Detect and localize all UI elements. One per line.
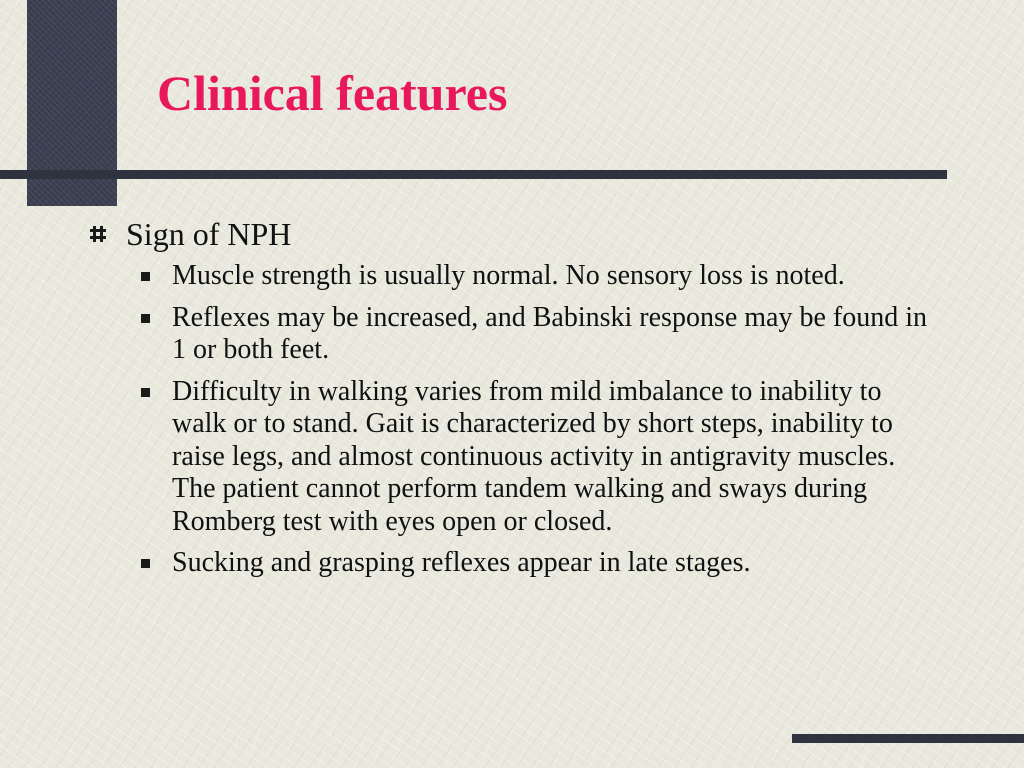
title-divider-bar <box>0 170 947 179</box>
list-item-text: Muscle strength is usually normal. No sensory loss is noted. <box>172 260 845 291</box>
footer-accent-bar <box>792 734 1024 743</box>
square-bullet-icon <box>141 314 150 323</box>
square-bullet-icon <box>141 388 150 397</box>
list-item-text: Reflexes may be increased, and Babinski response may be found in 1 or both feet. <box>172 301 928 365</box>
list-item-text: Sucking and grasping reflexes appear in late stages. <box>172 547 751 578</box>
slide-body <box>88 214 948 589</box>
list-item <box>172 547 948 580</box>
main-bullet-label: Sign of NPH <box>126 216 292 252</box>
sub-bullet-list <box>88 260 948 580</box>
list-item <box>172 260 948 293</box>
list-item <box>172 302 948 367</box>
main-bullet-item <box>88 214 948 254</box>
list-item <box>172 376 948 539</box>
list-item-text: Difficulty in walking varies from mild imbalance to inability to walk or to stand. Gait is characterized by short steps, inability to raise legs, and almost continuous activity in antigravity muscles. The patient cannot perform tandem walking and sways during Romberg test with eyes open or closed. <box>172 375 896 537</box>
hash-bullet-icon <box>90 226 106 242</box>
slide-title: Clinical features <box>157 65 508 121</box>
square-bullet-icon <box>141 272 150 281</box>
square-bullet-icon <box>141 559 150 568</box>
